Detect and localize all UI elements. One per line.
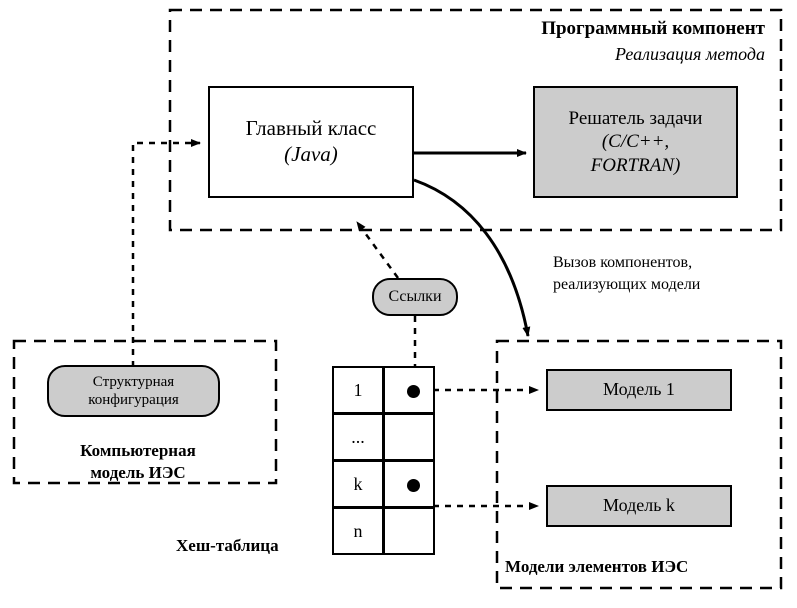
node-structural-configuration-line2: конфигурация [88,392,179,408]
group-title-program-component: Программный компонент [541,18,765,39]
annotation-call-components [553,252,700,295]
hash-key-cell: k [353,473,363,494]
hash-pointer-cell [383,507,435,555]
node-links-label: Ссылки [388,288,442,306]
node-solver-line3: FORTRAN) [590,154,681,176]
node-solver [533,86,738,198]
node-solver-line2: (C/C++, [601,131,670,153]
hash-table-row [332,460,384,508]
node-model-k-label: Модель k [603,495,675,516]
node-structural-configuration-line1: Структурная [92,373,175,390]
hash-pointer-cell [383,413,435,461]
node-solver-line1: Решатель задачи [568,108,703,130]
hash-pointer-cell [383,366,435,414]
hash-key-cell: 1 [353,379,363,400]
hash-table-title: Хеш-таблица [176,536,279,555]
hash-table-row [332,507,384,555]
hash-pointer-cell [383,460,435,508]
node-model-1-label: Модель 1 [603,379,675,400]
node-main-class-line1: Главный класс [245,116,377,141]
node-model-k [546,485,732,527]
pointer-dot-icon [407,479,420,492]
group-title-element-models: Модели элементов ИЭС [505,557,689,576]
hash-table-row [332,366,384,414]
node-links [372,278,458,316]
hash-table-row [332,413,384,461]
group-title-computer-model-line2: модель ИЭС [90,463,186,483]
hash-key-cell: n [353,520,363,541]
group-title-computer-model-line1: Компьютерная [80,441,196,460]
node-main-class [208,86,414,198]
group-subtitle-program-component: Реализация метода [615,44,765,64]
hash-key-cell: ... [351,426,365,447]
annotation-call-components-line2: реализующих модели [553,275,701,293]
node-model-1 [546,369,732,411]
annotation-call-components-line1: Вызов компонентов, [553,254,693,271]
node-structural-configuration [47,365,220,417]
pointer-dot-icon [407,385,420,398]
node-main-class-line2: (Java) [284,142,338,166]
group-title-computer-model [58,440,218,484]
